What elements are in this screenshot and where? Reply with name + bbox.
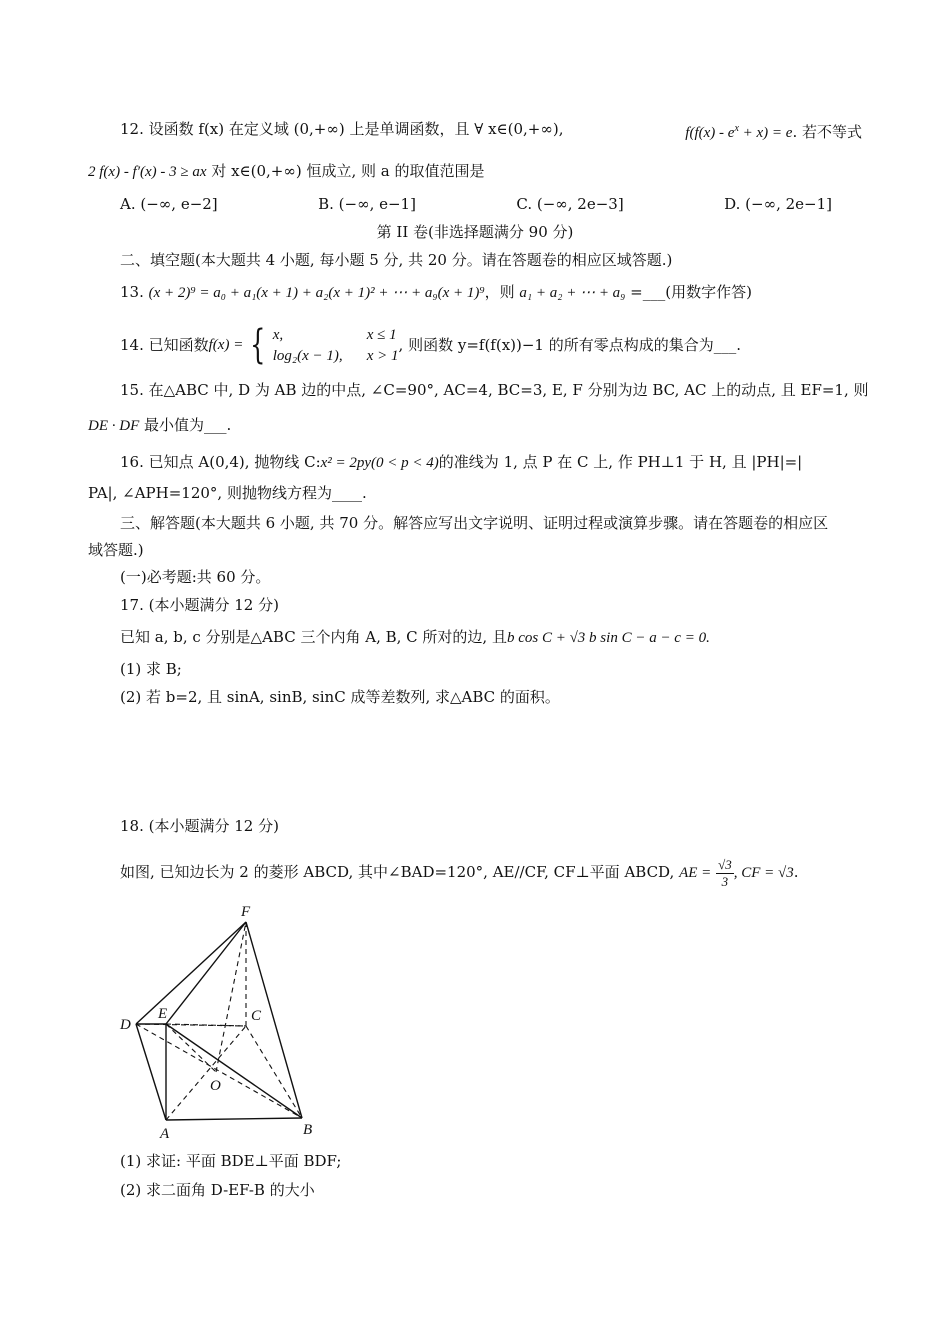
- label-B: B: [303, 1122, 313, 1138]
- q14-function: f(x) =: [208, 337, 244, 353]
- q18-part1: (1) 求证: 平面 BDE⊥平面 BDF;: [120, 1152, 342, 1170]
- section3-heading-cont: 域答题.): [88, 541, 144, 559]
- q15-line1: 15. 在△ABC 中, D 为 AB 边的中点, ∠C=90°, AC=4, BC=3, E, F 分别为边 BC, AC 上的动点, 且 EF=1, 则: [120, 381, 869, 399]
- q15-dot-product: DE · DF: [88, 418, 140, 434]
- piecewise-cases: x, x ≤ 1 log₂(x − 1), x > 1: [272, 327, 399, 364]
- q17-stem: 已知 a, b, c 分别是△ABC 三个内角 A, B, C 所对的边, 且b cos C + √3 b sin C − a − c = 0.: [120, 628, 710, 646]
- label-O: O: [210, 1078, 221, 1094]
- option-d: D. (−∞, 2e−1]: [724, 195, 832, 213]
- q15-line2: DE · DF 最小值为___.: [88, 416, 232, 434]
- q18-stem: 如图, 已知边长为 2 的菱形 ABCD, 其中∠BAD=120°, AE//CF, CF⊥平面 ABCD, AE = $\frac{√3}{3}$ , CF = √3.: [120, 856, 799, 889]
- label-A: A: [160, 1126, 170, 1142]
- q13-sum: a₁ + a₂ + ⋯ + a₉: [519, 285, 626, 301]
- option-b: B. (−∞, e−1]: [318, 195, 416, 213]
- q12-line1: [120, 118, 862, 144]
- label-C: C: [251, 1008, 262, 1024]
- section3-heading: 三、解答题(本大题共 6 小题, 共 70 分。解答应写出文字说明、证明过程或演算步骤。请在答题卷的相应区: [120, 514, 829, 532]
- q12-line1-text: 12. 设函数 f(x) 在定义域 (0,+∞) 上是单调函数，且 ∀ x∈(0,+∞),: [120, 120, 564, 138]
- q14: 14. 已知函数 f(x) = { x, x ≤ 1 log₂(x − 1), x > 1 , 则函数 y=f(f(x))−1 的所有零点构成的集合为___.: [120, 318, 741, 371]
- required-questions: (一)必考题:共 60 分。: [120, 568, 271, 586]
- q16-line2: PA|, ∠APH=120°, 则抛物线方程为____.: [88, 484, 367, 502]
- q12-line2: 2 f(x) - f′(x) - 3 ≥ ax 对 x∈(0,+∞) 恒成立, 则 a 的取值范围是: [88, 162, 485, 180]
- q17-part1: (1) 求 B;: [120, 660, 182, 678]
- q17-title: 17. (本小题满分 12 分): [120, 596, 279, 614]
- q13-expansion: (x + 2)⁹ = a₀ + a₁(x + 1) + a₂(x + 1)² + ⋯ + a₉(x + 1)⁹: [148, 285, 485, 301]
- brace: {: [250, 322, 266, 368]
- q16-line1: 16. 已知点 A(0,4), 抛物线 C:x² = 2py(0 < p < 4)的准线为 1, 点 P 在 C 上, 作 PH⊥1 于 H, 且 |PH|=|: [120, 453, 803, 471]
- ae-fraction: $\frac{√3}{3}$: [718, 856, 732, 889]
- part2-title: 第 II 卷(非选择题满分 90 分): [376, 223, 574, 241]
- q17-equation: b cos C + √3 b sin C − a − c = 0.: [506, 630, 710, 646]
- q13: 13. (x + 2)⁹ = a₀ + a₁(x + 1) + a₂(x + 1)² + ⋯ + a₉(x + 1)⁹，则 a₁ + a₂ + ⋯ + a₉ =___(用数字作答): [120, 283, 752, 301]
- section2-heading: 二、填空题(本大题共 4 小题, 每小题 5 分, 共 20 分。请在答题卷的相应区域答题.): [120, 251, 673, 269]
- label-E: E: [158, 1006, 168, 1022]
- q12-inequality: 2 f(x) - f′(x) - 3 ≥ ax: [88, 164, 207, 180]
- q12-line1-math: $f(f(x) - e^x + x) = e$. 若不等式: [685, 123, 862, 141]
- option-c: C. (−∞, 2e−3]: [516, 195, 624, 213]
- q18-title: 18. (本小题满分 12 分): [120, 817, 279, 835]
- label-D: D: [120, 1017, 131, 1033]
- option-a: A. (−∞, e−2]: [120, 195, 218, 213]
- q16-parabola: x² = 2py(0 < p < 4): [320, 455, 439, 471]
- q12-options: [120, 193, 832, 215]
- geometry-figure: [110, 900, 330, 1150]
- q17-part2: (2) 若 b=2, 且 sinA, sinB, sinC 成等差数列, 求△ABC 的面积。: [120, 688, 560, 706]
- label-F: F: [241, 904, 251, 920]
- q18-part2: (2) 求二面角 D-EF-B 的大小: [120, 1181, 315, 1199]
